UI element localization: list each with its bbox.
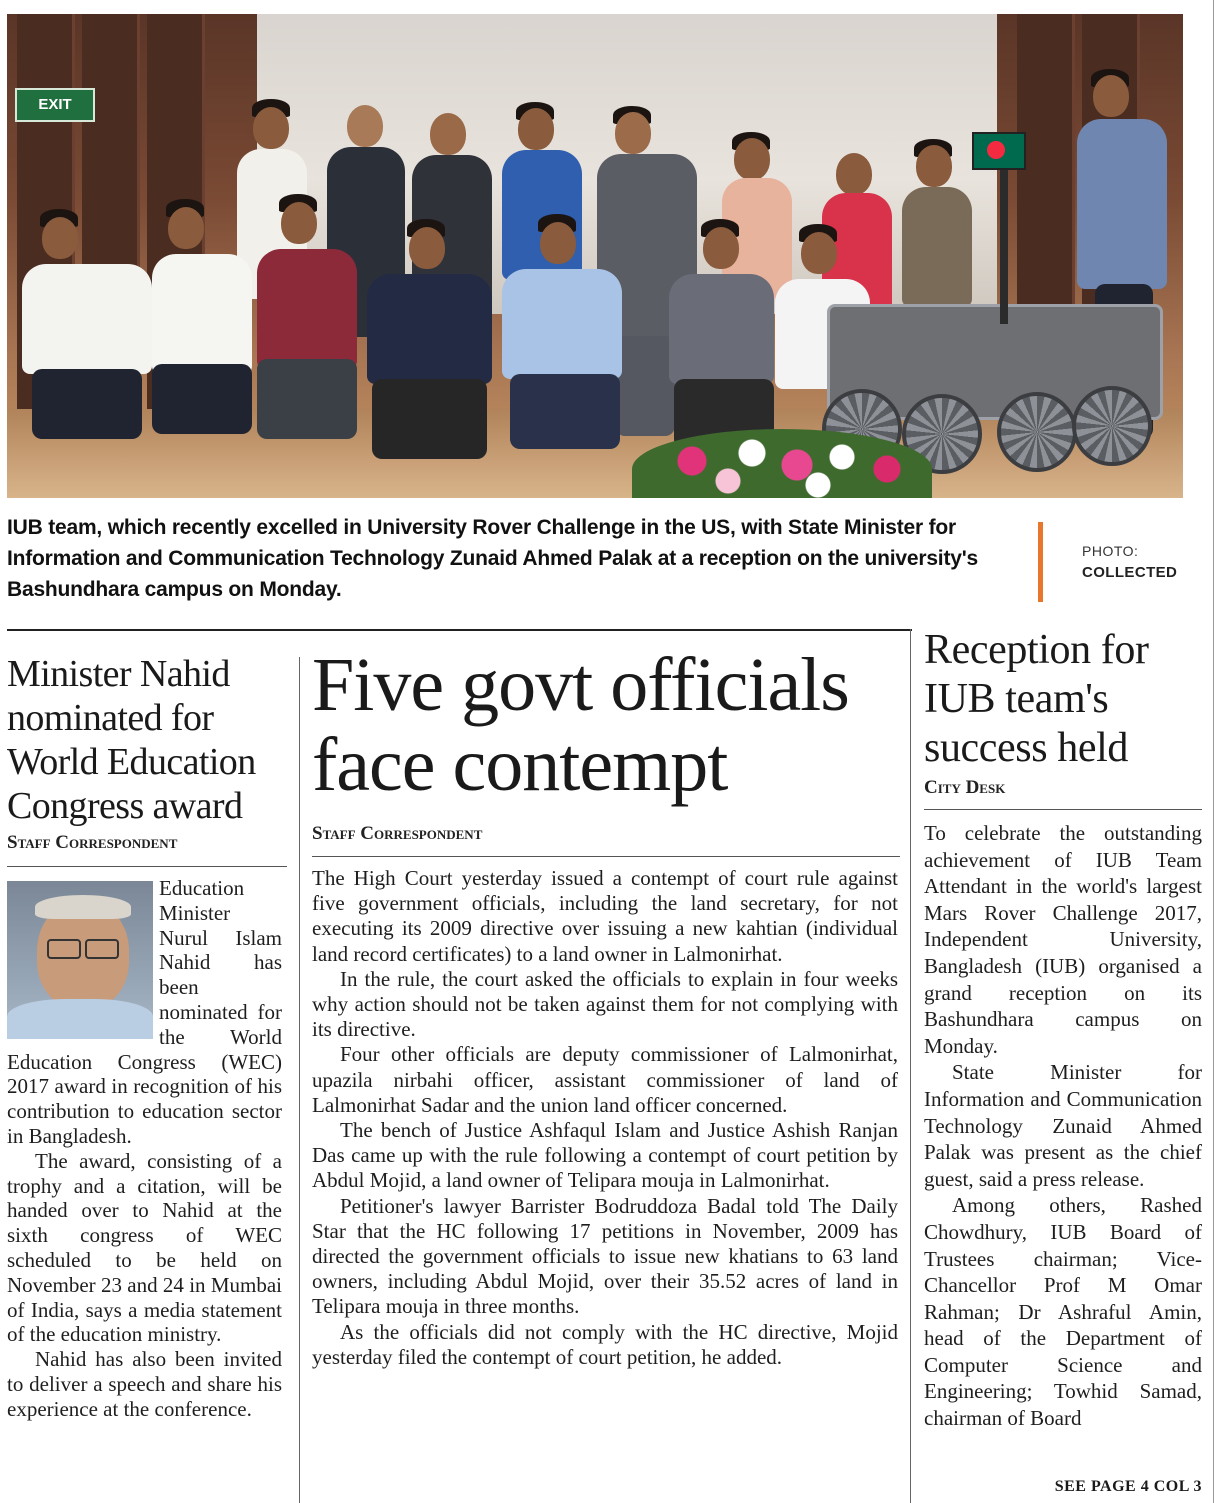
- continuation-jump[interactable]: SEE PAGE 4 COL 3: [1054, 1478, 1202, 1495]
- left-paragraph: The award, consisting of a trophy and a citation, will be handed over to Nahid at the sixth congress of WEC scheduled to be held on November 23 and 24 in Mumbai of India, says a media statement of the education ministry.: [7, 1148, 282, 1347]
- right-byline: City Desk: [924, 777, 1006, 798]
- right-body: [924, 820, 1202, 1432]
- left-headline: Minister Nahid nominated for World Education Congress award: [7, 653, 256, 827]
- left-paragraph: Education Minister Nurul Islam Nahid has been nominated for the World Education Congress (WEC) 2017 award in recognition of his contribution to education sector in Bangladesh.: [7, 876, 282, 1148]
- column-divider: [299, 657, 300, 1503]
- right-paragraph: To celebrate the outstanding achievement of IUB Team Attendant in the world's largest Mars Rover Challenge 2017, Independent University, Bangladesh (IUB) organised a grand reception on its Bashundhara campus on Monday.: [924, 821, 1202, 1058]
- center-headline-line1: Five govt officials: [312, 643, 849, 727]
- center-body: [312, 866, 898, 1370]
- center-paragraph: Four other officials are deputy commissioner of Lalmonirhat, upazila nirbahi officer, assistant commissioner of land of Lalmonirhat Sadar and the union land officer concerned.: [312, 1042, 898, 1117]
- center-headline: [312, 645, 907, 805]
- rover-wheel: [997, 392, 1077, 472]
- column-divider: [910, 629, 911, 1503]
- byline-rule: [924, 809, 1202, 810]
- byline-rule: [7, 866, 287, 867]
- center-paragraph: As the officials did not comply with the HC directive, Mojid yesterday filed the contempt of court petition, he added.: [312, 1319, 898, 1369]
- exit-sign: EXIT: [15, 88, 95, 122]
- left-body: [7, 876, 282, 1422]
- center-byline: Staff Correspondent: [312, 823, 483, 844]
- right-headline: Reception for IUB team's success held: [924, 627, 1149, 771]
- bangladesh-flag-icon: [972, 132, 1026, 170]
- photo-caption: IUB team, which recently excelled in University Rover Challenge in the US, with State Minister for Information and Communication Technology Zunaid Ahmed Palak at a reception on the university's Bashundhara campus on Monday.: [7, 516, 978, 601]
- center-paragraph: The bench of Justice Ashfaqul Islam and Justice Ashish Ranjan Das came up with the rule following a contempt of court petition by Abdul Mojid, a land owner of Telipara mouja in Lalmonirhat.: [312, 1118, 898, 1193]
- photo-credit-label: PHOTO:: [1082, 543, 1139, 559]
- center-paragraph: The High Court yesterday issued a contempt of court rule against five government officials, including the land secretary, for not executing its 2009 directive over issuing a new kahtian (individual land record certificates) to a land owner in Lalmonirhat.: [312, 866, 898, 966]
- right-paragraph: State Minister for Information and Communication Technology Zunaid Ahmed Palak was present as the chief guest, said a press release.: [924, 1060, 1202, 1191]
- news-photo: [7, 14, 1183, 498]
- caption-divider: [1038, 522, 1043, 602]
- left-paragraph: Nahid has also been invited to deliver a speech and share his experience at the conference.: [7, 1347, 282, 1421]
- section-rule: [7, 629, 912, 631]
- center-headline-line2: face contempt: [312, 723, 728, 807]
- right-paragraph: Among others, Rashed Chowdhury, IUB Board of Trustees chairman; Vice-Chancellor Prof M Omar Rahman; Dr Ashraful Amin, head of the Department of Computer Science and Engineering; Towhid Samad, chairman of Board: [924, 1193, 1202, 1431]
- center-paragraph: Petitioner's lawyer Barrister Bodruddoza Badal told The Daily Star that the HC following 17 petitions in November, 2009 has directed the government officials to issue new khatians to 63 land owners, including Abdul Mojid, over their 35.52 acres of land in Telipara mouja in three months.: [312, 1193, 898, 1319]
- rover-wheel: [1072, 386, 1152, 466]
- byline-rule: [312, 856, 900, 857]
- left-byline: Staff Correspondent: [7, 832, 178, 853]
- center-paragraph: In the rule, the court asked the officials to explain in four weeks why action should not be taken against them for not complying with its directive.: [312, 966, 898, 1042]
- photo-credit-value: COLLECTED: [1082, 564, 1178, 581]
